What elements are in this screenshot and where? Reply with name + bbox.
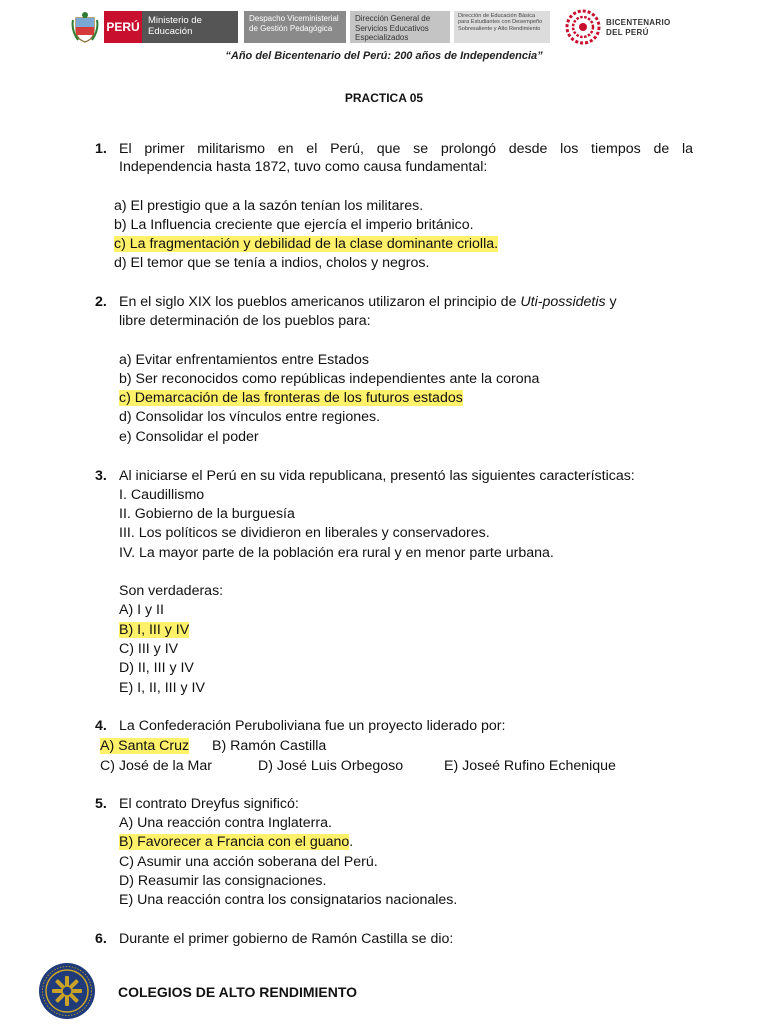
ministerio-label: Ministerio de Educación [142, 11, 238, 43]
q4-option-c: C) José de la Mar [100, 758, 212, 774]
bicentenario-icon [564, 8, 602, 46]
q2-option-b: b) Ser reconocidos como repúblicas independientes ante la corona [119, 371, 540, 387]
q3-son-verdaderas: Son verdaderas: [119, 583, 224, 599]
q3-statement-iii: III. Los políticos se dividieron en liberales y conservadores. [119, 525, 490, 541]
q2-number: 2. [95, 294, 107, 310]
q2-option-a: a) Evitar enfrentamientos entre Estados [119, 352, 369, 368]
q3-option-e: E) I, II, III y IV [119, 680, 205, 696]
q3-option-c: C) III y IV [119, 641, 179, 657]
q6-text-line1: Durante el primer gobierno de Ramón Castilla se dio: [119, 931, 454, 947]
q2-text-line1 [119, 293, 617, 311]
coat-of-arms-icon [70, 10, 100, 44]
q5-number: 5. [95, 796, 107, 812]
letterhead [70, 8, 690, 46]
bicentenario-line1: BICENTENARIO [606, 18, 671, 27]
q3-statement-iv: IV. La mayor parte de la población era rural y en menor parte urbana. [119, 545, 554, 561]
q3-option-d: D) II, III y IV [119, 660, 194, 676]
q4-option-a [100, 737, 189, 755]
q4-number: 4. [95, 718, 107, 734]
q4-option-e: E) Joseé Rufino Echenique [444, 758, 616, 774]
q3-answer-highlight: B) I, III y IV [119, 622, 190, 638]
direccion-general-label: Dirección General de Servicios Educativos Especializados [350, 11, 450, 43]
q3-number: 3. [95, 468, 107, 484]
q5-option-b-period: . [349, 834, 354, 850]
q3-text-line1: Al iniciarse el Perú en su vida republicana, presentó las siguientes características: [119, 468, 635, 484]
page-title: PRACTICA 05 [344, 91, 424, 105]
coar-seal-icon [38, 962, 96, 1020]
despacho-label: Despacho Viceministerial de Gestión Pedagógica [244, 11, 346, 43]
q1-option-b: b) La Influencia creciente que ejercía el imperio británico. [114, 217, 474, 233]
bicentenario-label [606, 18, 671, 38]
q2-option-e: e) Consolidar el poder [119, 429, 259, 445]
q1-answer-highlight: c) La fragmentación y debilidad de la clase dominante criolla. [114, 236, 499, 252]
q5-option-e: E) Una reacción contra los consignatarios nacionales. [119, 892, 458, 908]
q1-option-c [114, 235, 498, 253]
q1-text-line2: Independencia hasta 1872, tuvo como causa fundamental: [119, 159, 488, 175]
peru-label: PERÚ [104, 11, 142, 43]
q2-option-d: d) Consolidar los vínculos entre regiones. [119, 409, 381, 425]
q2-answer-highlight: c) Demarcación de las fronteras de los futuros estados [119, 390, 463, 406]
bicentenario-line2: DEL PERÚ [606, 28, 649, 37]
q5-option-c: C) Asumir una acción soberana del Perú. [119, 854, 378, 870]
year-motto: “Año del Bicentenario del Perú: 200 años de Independencia” [225, 50, 543, 62]
q1-text-line1: El primer militarismo en el Perú, que se prolongó desde los tiempos de la [119, 141, 693, 157]
q1-number: 1. [95, 141, 107, 157]
q2-option-c [119, 389, 463, 407]
q3-option-a: A) I y II [119, 602, 164, 618]
q5-text-line1: El contrato Dreyfus significó: [119, 796, 299, 812]
q4-text-line1: La Confederación Peruboliviana fue un proyecto liderado por: [119, 718, 506, 734]
q3-statement-ii: II. Gobierno de la burguesía [119, 506, 295, 522]
q2-text-pre: En el siglo XIX los pueblos americanos utilizaron el principio de [119, 294, 521, 310]
q5-answer-highlight: B) Favorecer a Francia con el guano [119, 834, 350, 850]
q5-option-a: A) Una reacción contra Inglaterra. [119, 815, 332, 831]
minedu-logo [104, 11, 238, 43]
q4-option-b: B) Ramón Castilla [212, 738, 327, 754]
q1-option-a: a) El prestigio que a la sazón tenían los militares. [114, 198, 424, 214]
q1-option-d: d) El temor que se tenía a indios, cholos y negros. [114, 255, 430, 271]
q4-option-d: D) José Luis Orbegoso [258, 758, 404, 774]
q5-option-b [119, 833, 353, 851]
q2-text-italic: Uti-possidetis [520, 294, 606, 310]
direccion-educacion-label: Dirección de Educación Básica para Estudiantes con Desempeño Sobresaliente y Alto Rendimiento [454, 11, 550, 43]
q4-answer-highlight: A) Santa Cruz [100, 738, 190, 754]
footer-title: COLEGIOS DE ALTO RENDIMIENTO [118, 984, 358, 1000]
q2-text-post: y [605, 294, 617, 310]
q6-number: 6. [95, 931, 107, 947]
q5-option-d: D) Reasumir las consignaciones. [119, 873, 327, 889]
q2-text-line2: libre determinación de los pueblos para: [119, 313, 371, 329]
q3-option-b [119, 621, 189, 639]
q3-statement-i: I. Caudillismo [119, 487, 205, 503]
